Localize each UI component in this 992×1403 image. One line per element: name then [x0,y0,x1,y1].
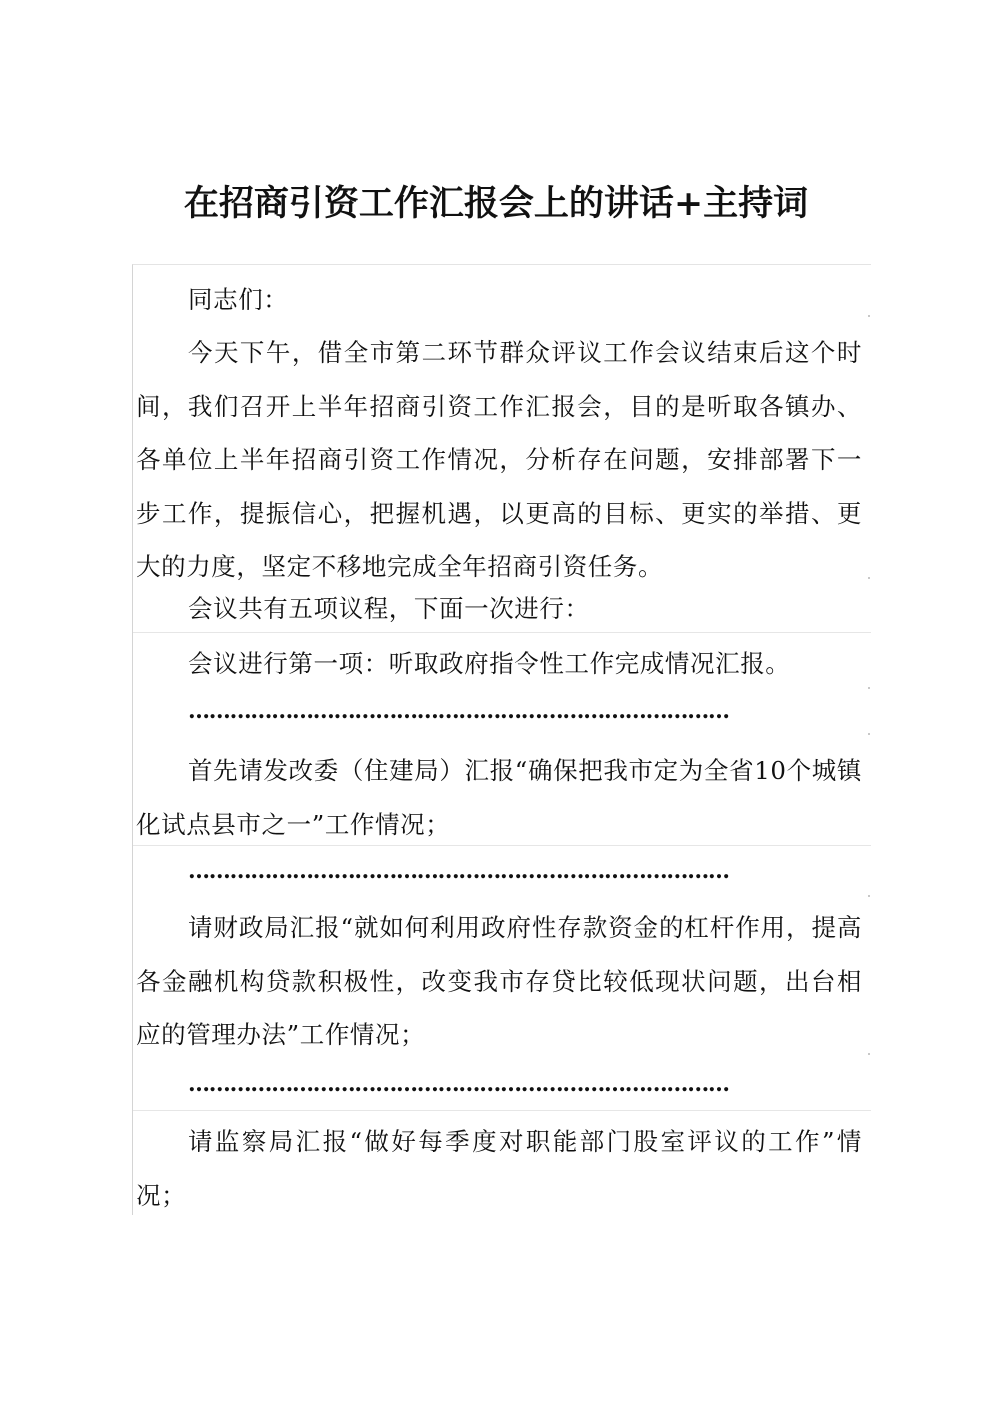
dot-leader: …………………………………………………………………… [188,1071,729,1097]
margin-mark [868,315,870,317]
margin-mark [868,895,870,897]
agenda-item-one: 会议进行第一项：听取政府指令性工作完成情况汇报。 [188,649,791,678]
margin-mark [868,1053,870,1055]
document-body [132,264,871,1215]
section-rule [133,845,871,846]
salutation: 同志们： [188,285,289,314]
document-title: 在招商引资工作汇报会上的讲话+主持词 [183,183,809,224]
section-rule [133,632,871,633]
dot-leader: …………………………………………………………………… [188,698,729,724]
margin-mark [868,733,870,735]
margin-mark [868,577,870,579]
agenda-intro: 会议共有五项议程，下面一次进行： [188,594,590,623]
margin-mark [868,687,870,689]
report-request-supervision: 请监察局汇报“做好每季度对职能部门股室评议的工作”情况； [136,1127,862,1210]
section-rule [133,1110,871,1111]
report-request-finance: 请财政局汇报“就如何利用政府性存款资金的杠杆作用，提高各金融机构贷款积极性，改变我市存贷比较低现状问题，出台相应的管理办法”工作情况； [136,913,862,1049]
dot-leader: …………………………………………………………………… [188,858,729,884]
opening-paragraph: 今天下午，借全市第二环节群众评议工作会议结束后这个时间，我们召开上半年招商引资工作汇报会，目的是听取各镇办、各单位上半年招商引资工作情况，分析存在问题，安排部署下一步工作，提振信心，把握机遇，以更高的目标、更实的举措、更大的力度，坚定不移地完成全年招商引资任务。 [136,338,862,581]
report-request-development: 首先请发改委（住建局）汇报“确保把我市定为全省10个城镇化试点县市之一”工作情况； [136,756,862,839]
